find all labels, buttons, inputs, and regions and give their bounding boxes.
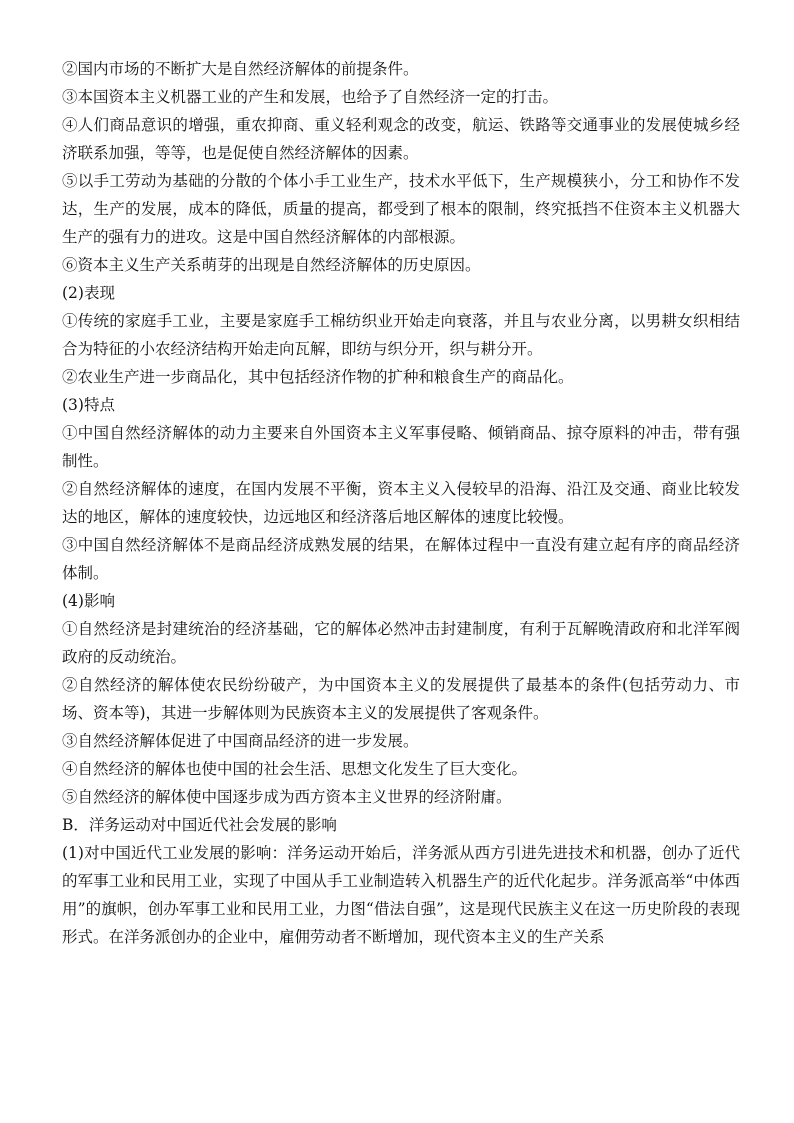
paragraph-impact-1: ①自然经济是封建统治的经济基础，它的解体必然冲击封建制度，有利于瓦解晚清政府和北洋军阀政府的反动统治。 [62,620,740,666]
section-heading-impact: (4)影响 [62,592,115,610]
paragraph-feature-3: ③中国自然经济解体不是商品经济成熟发展的结果，在解体过程中一直没有建立起有序的商品经济体制。 [62,536,740,582]
paragraph-feature-1: ①中国自然经济解体的动力主要来自外国资本主义军事侵略、倾销商品、掠夺原料的冲击，带有强制性。 [62,424,740,470]
paragraph-cause-6: ⑥资本主义生产关系萌芽的出现是自然经济解体的历史原因。 [62,256,481,274]
paragraph-manifestation-2: ②农业生产进一步商品化，其中包括经济作物的扩种和粮食生产的商品化。 [62,368,574,386]
section-heading-westernization: B．洋务运动对中国近代社会发展的影响 [62,816,337,834]
section-heading-manifestation: (2)表现 [62,284,115,302]
paragraph-cause-2: ②国内市场的不断扩大是自然经济解体的前提条件。 [62,60,419,78]
paragraph-manifestation-1: ①传统的家庭手工业，主要是家庭手工棉纺织业开始走向衰落，并且与农业分离，以男耕女织相结合为特征的小农经济结构开始走向瓦解，即纺与织分开，织与耕分开。 [62,312,740,358]
paragraph-feature-2: ②自然经济解体的速度，在国内发展不平衡，资本主义入侵较早的沿海、沿江及交通、商业比较发达的地区，解体的速度较快，边远地区和经济落后地区解体的速度比较慢。 [62,480,740,526]
paragraph-impact-4: ④自然经济的解体也使中国的社会生活、思想文化发生了巨大变化。 [62,760,528,778]
paragraph-cause-3: ③本国资本主义机器工业的产生和发展，也给予了自然经济一定的打击。 [62,88,559,106]
paragraph-westernization-1: (1)对中国近代工业发展的影响：洋务运动开始后，洋务派从西方引进先进技术和机器，创办了近代的军事工业和民用工业，实现了中国从手工业制造转入机器生产的近代化起步。洋务派高举“中体西用”的旗帜，创办军事工业和民用工业，力图“借法自强”，这是现代民族主义在这一历史阶段的表现形式。在洋务派创办的企业中，雇佣劳动者不断增加，现代资本主义的生产关系 [62,844,740,946]
paragraph-impact-2: ②自然经济的解体使农民纷纷破产，为中国资本主义的发展提供了最基本的条件(包括劳动力、市场、资本等)，其进一步解体则为民族资本主义的发展提供了客观条件。 [62,676,740,722]
paragraph-cause-4: ④人们商品意识的增强，重农抑商、重义轻利观念的改变，航运、铁路等交通事业的发展使城乡经济联系加强，等等，也是促使自然经济解体的因素。 [62,116,740,162]
paragraph-impact-5: ⑤自然经济的解体使中国逐步成为西方资本主义世界的经济附庸。 [62,788,512,806]
document-page [62,55,740,951]
paragraph-impact-3: ③自然经济解体促进了中国商品经济的进一步发展。 [62,732,419,750]
paragraph-cause-5: ⑤以手工劳动为基础的分散的个体小手工业生产，技术水平低下，生产规模狭小，分工和协作不发达，生产的发展，成本的降低，质量的提高，都受到了根本的限制，终究抵挡不住资本主义机器大生产的强有力的进攻。这是中国自然经济解体的内部根源。 [62,172,740,246]
section-heading-features: (3)特点 [62,396,115,414]
